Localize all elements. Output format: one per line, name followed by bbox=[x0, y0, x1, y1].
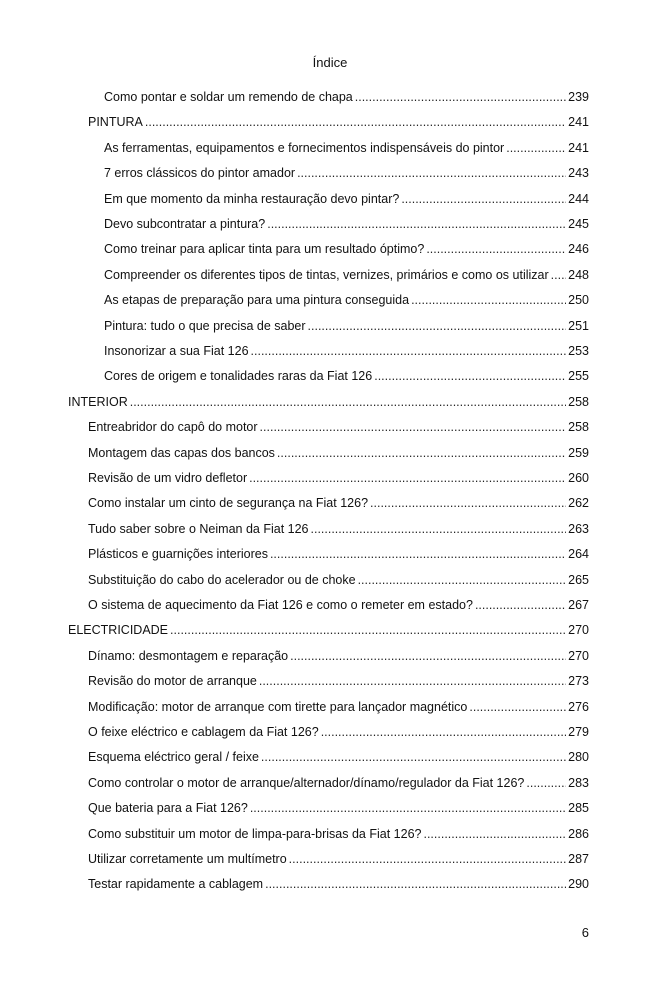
toc-entry[interactable] bbox=[88, 822, 589, 842]
toc-entry-title: Substituição do cabo do acelerador ou de choke bbox=[88, 572, 356, 587]
toc-entry-page: 259 bbox=[568, 445, 589, 460]
dot-leader bbox=[277, 445, 566, 461]
toc-entry-page: 241 bbox=[568, 140, 589, 155]
dot-leader bbox=[321, 724, 566, 740]
toc-entry-page: 245 bbox=[568, 217, 589, 231]
toc-entry-title: Insonorizar a sua Fiat 126 bbox=[104, 344, 249, 358]
toc-entry-page: 270 bbox=[568, 648, 589, 663]
toc-entry-title: Como controlar o motor de arranque/alternador/dínamo/regulador da Fiat 126? bbox=[88, 775, 525, 790]
toc-entry-title: O feixe eléctrico e cablagem da Fiat 126? bbox=[88, 725, 319, 739]
dot-leader bbox=[260, 419, 567, 435]
toc-entry-title: Dínamo: desmontagem e reparação bbox=[88, 648, 289, 663]
toc-entry[interactable] bbox=[104, 314, 589, 334]
page-title: Índice bbox=[312, 55, 348, 70]
toc-entry-title: Tudo saber sobre o Neiman da Fiat 126 bbox=[88, 521, 309, 536]
toc-entry-title: Esquema eléctrico geral / feixe bbox=[88, 750, 259, 765]
toc-entry[interactable] bbox=[68, 390, 589, 410]
toc-entry-title: Como treinar para aplicar tinta para um resultado óptimo? bbox=[104, 242, 425, 257]
toc-entry-title: Como pontar e soldar um remendo de chapa bbox=[104, 90, 353, 104]
toc-entry[interactable] bbox=[104, 364, 589, 384]
toc-entry-page: 285 bbox=[568, 801, 589, 816]
dot-leader bbox=[423, 826, 566, 842]
toc-entry-page: 255 bbox=[568, 369, 589, 384]
toc-entry-page: 287 bbox=[568, 852, 589, 866]
toc-entry[interactable] bbox=[88, 542, 589, 562]
toc-entry-title: Utilizar corretamente um multímetro bbox=[88, 852, 287, 866]
toc-entry-title: Plásticos e guarnições interiores bbox=[88, 547, 268, 562]
toc-entry-page: 265 bbox=[568, 572, 589, 587]
toc-entry-title: Que bateria para a Fiat 126? bbox=[88, 801, 248, 816]
toc-entry[interactable] bbox=[88, 491, 589, 511]
toc-entry[interactable] bbox=[88, 695, 589, 715]
dot-leader bbox=[355, 89, 566, 105]
toc-entry-title: Compreender os diferentes tipos de tintas, vernizes, primários e como os utilizar bbox=[104, 267, 549, 282]
toc-entry[interactable] bbox=[104, 288, 589, 308]
toc-entry-page: 267 bbox=[568, 598, 589, 612]
toc-entry-page: 286 bbox=[568, 826, 589, 841]
toc-entry-page: 260 bbox=[568, 471, 589, 485]
toc-entry-title: INTERIOR bbox=[68, 394, 128, 409]
dot-leader bbox=[145, 114, 566, 130]
toc-entry[interactable] bbox=[104, 212, 589, 232]
dot-leader bbox=[551, 267, 566, 283]
toc-entry-page: 263 bbox=[568, 521, 589, 536]
dot-leader bbox=[526, 775, 566, 791]
toc-entry[interactable] bbox=[88, 517, 589, 537]
toc-entry-page: 280 bbox=[568, 750, 589, 765]
toc-entry-page: 258 bbox=[568, 394, 589, 409]
toc-entry[interactable] bbox=[104, 339, 589, 359]
toc-entry[interactable] bbox=[88, 745, 589, 765]
toc-entry-page: 264 bbox=[568, 547, 589, 562]
toc-entry-page: 250 bbox=[568, 293, 589, 308]
toc-entry-page: 248 bbox=[568, 267, 589, 282]
toc-entry-title: PINTURA bbox=[88, 115, 143, 130]
dot-leader bbox=[475, 597, 566, 613]
toc-entry[interactable] bbox=[88, 466, 589, 486]
dot-leader bbox=[249, 470, 566, 486]
toc-entry[interactable] bbox=[88, 872, 589, 892]
toc-entry-title: Revisão de um vidro defletor bbox=[88, 471, 248, 485]
dot-leader bbox=[259, 673, 566, 689]
toc-entry-page: 290 bbox=[568, 877, 589, 892]
dot-leader bbox=[130, 394, 566, 410]
toc-entry[interactable] bbox=[104, 263, 589, 283]
toc-entry-title: O sistema de aquecimento da Fiat 126 e como o remeter em estado? bbox=[88, 598, 473, 612]
toc-entry[interactable] bbox=[88, 568, 589, 588]
toc-entry-title: Modificação: motor de arranque com tirette para lançador magnético bbox=[88, 699, 468, 714]
toc-entry[interactable] bbox=[104, 187, 589, 207]
toc-entry[interactable] bbox=[88, 720, 589, 740]
toc-entry-page: 246 bbox=[568, 242, 589, 257]
toc-entry-page: 270 bbox=[568, 623, 589, 638]
toc-entry[interactable] bbox=[104, 161, 589, 181]
toc-entry-title: Em que momento da minha restauração devo pintar? bbox=[104, 191, 400, 206]
dot-leader bbox=[267, 216, 566, 232]
toc-entry-title: Revisão do motor de arranque bbox=[88, 674, 257, 689]
dot-leader bbox=[250, 800, 566, 816]
toc-entry[interactable] bbox=[88, 771, 589, 791]
dot-leader bbox=[261, 749, 566, 765]
toc-entry-page: 251 bbox=[568, 318, 589, 333]
dot-leader bbox=[170, 622, 566, 638]
toc-entry[interactable] bbox=[88, 110, 589, 130]
dot-leader bbox=[506, 140, 566, 156]
toc-entry[interactable] bbox=[68, 618, 589, 638]
toc-entry-title: ELECTRICIDADE bbox=[68, 623, 169, 638]
toc-entry[interactable] bbox=[104, 136, 589, 156]
toc-entry[interactable] bbox=[88, 441, 589, 461]
toc-entry-title: Como substituir um motor de limpa-para-brisas da Fiat 126? bbox=[88, 826, 422, 841]
dot-leader bbox=[401, 191, 566, 207]
dot-leader bbox=[370, 495, 566, 511]
toc-entry[interactable] bbox=[88, 644, 589, 664]
toc-entry-page: 258 bbox=[568, 420, 589, 435]
toc-entry-page: 243 bbox=[568, 166, 589, 181]
toc-entry[interactable] bbox=[88, 415, 589, 435]
dot-leader bbox=[311, 521, 567, 537]
dot-leader bbox=[290, 648, 566, 664]
toc-entry-page: 273 bbox=[568, 674, 589, 689]
dot-leader bbox=[265, 876, 566, 892]
toc-entry-title: Devo subcontratar a pintura? bbox=[104, 217, 266, 231]
toc-entry-page: 276 bbox=[568, 699, 589, 714]
dot-leader bbox=[374, 368, 566, 384]
dot-leader bbox=[270, 546, 566, 562]
toc-entry-page: 279 bbox=[568, 725, 589, 739]
toc-entry-title: Montagem das capas dos bancos bbox=[88, 445, 275, 460]
toc-entry-page: 239 bbox=[568, 90, 589, 104]
toc-entry-title: Pintura: tudo o que precisa de saber bbox=[104, 318, 306, 333]
toc-entry[interactable] bbox=[88, 847, 589, 867]
toc-entry[interactable] bbox=[104, 85, 589, 105]
page-number: 6 bbox=[581, 925, 589, 940]
toc-entry[interactable] bbox=[88, 593, 589, 613]
toc-entry-page: 253 bbox=[568, 344, 589, 358]
toc-entry-page: 244 bbox=[568, 191, 589, 206]
toc-entry-page: 283 bbox=[568, 775, 589, 790]
dot-leader bbox=[469, 699, 566, 715]
toc-entry-title: As etapas de preparação para uma pintura conseguida bbox=[104, 293, 410, 308]
dot-leader bbox=[358, 572, 567, 588]
toc-entry-title: Cores de origem e tonalidades raras da Fiat 126 bbox=[104, 369, 373, 384]
toc-entry-title: Entreabridor do capô do motor bbox=[88, 420, 258, 435]
dot-leader bbox=[411, 292, 566, 308]
toc-entry-title: As ferramentas, equipamentos e fornecimentos indispensáveis do pintor bbox=[104, 140, 505, 155]
toc-entry-title: 7 erros clássicos do pintor amador bbox=[104, 166, 296, 181]
toc-entry[interactable] bbox=[88, 796, 589, 816]
toc-entry-title: Como instalar um cinto de segurança na Fiat 126? bbox=[88, 496, 369, 511]
dot-leader bbox=[297, 165, 566, 181]
dot-leader bbox=[426, 241, 566, 257]
toc-entry-page: 241 bbox=[568, 115, 589, 130]
toc-entry[interactable] bbox=[104, 237, 589, 257]
dot-leader bbox=[289, 851, 566, 867]
toc-entry[interactable] bbox=[88, 669, 589, 689]
toc-entry-title: Testar rapidamente a cablagem bbox=[88, 877, 264, 892]
toc-entry-page: 262 bbox=[568, 496, 589, 511]
dot-leader bbox=[308, 318, 567, 334]
dot-leader bbox=[251, 343, 567, 359]
